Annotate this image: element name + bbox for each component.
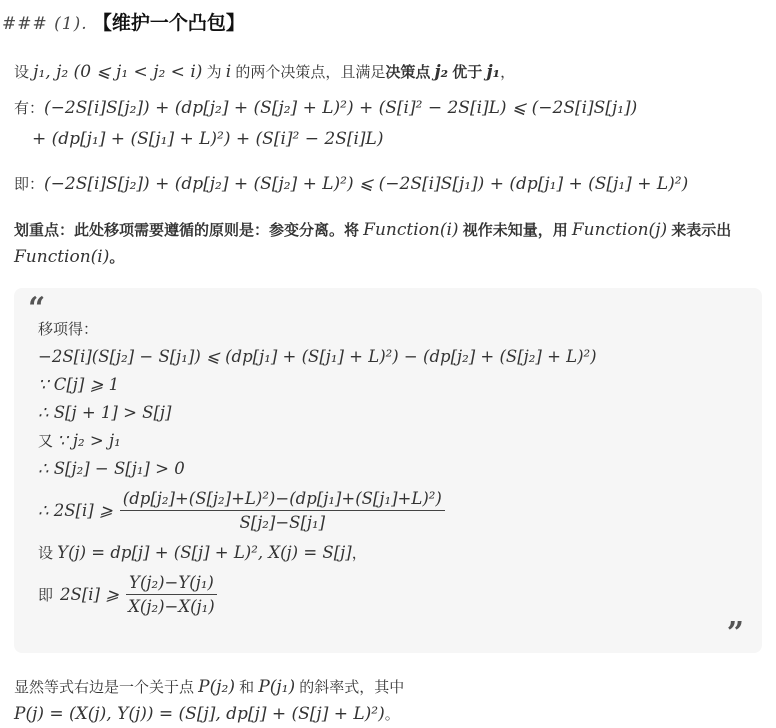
math-expression: ∴ S[j + 1] > S[j] (38, 403, 172, 422)
formula-block-2 (14, 169, 762, 200)
math-expression: ∴ S[j₂] − S[j₁] > 0 (38, 459, 185, 478)
section-heading (2, 8, 762, 35)
formula-line (14, 93, 762, 124)
bold-text-segment: 来表示出 (667, 222, 732, 239)
fraction (120, 488, 445, 534)
quote-line (38, 316, 738, 343)
math-expression: P(j) = (X(j), Y(j)) = (S[j], dp[j] + (S[j] + L)²) (14, 703, 385, 724)
fraction-numerator: Y(j₂)−Y(j₁) (126, 572, 217, 595)
bold-text-segment: 划重点：此处移项需要遵循的原则是：参变分离。将 (14, 222, 364, 239)
bold-math-segment: j₂ (434, 62, 449, 82)
fraction-numerator: (dp[j₂]+(S[j₂]+L)²)−(dp[j₁]+(S[j₁]+L)²) (120, 488, 445, 511)
formula-line (14, 124, 762, 155)
open-quote-icon: “ (28, 291, 46, 326)
bold-text-segment: 视作未知量，用 (458, 222, 572, 239)
math-segment: j₁, j₂ (0 ⩽ j₁ < j₂ < i) (33, 62, 203, 82)
quote-line (38, 539, 738, 567)
text-segment: 显然等式右边是一个关于点 (14, 678, 199, 696)
fraction (126, 572, 217, 618)
text-segment: 的斜率式，其中 (295, 678, 405, 696)
math-expression: (−2S[i]S[j₂]) + (dp[j₂] + (S[j₂] + L)²) + (S[i]² − 2S[i]L) ⩽ (−2S[i]S[j₁]) (44, 98, 638, 118)
text-segment: 又 (38, 433, 58, 450)
quote-line (38, 427, 738, 455)
math-expression: 2S[i] ⩾ (60, 585, 120, 605)
text-segment: 设 (14, 64, 34, 81)
formula-label: 即： (14, 176, 45, 193)
heading-title: 【维护一个凸包】 (92, 13, 245, 34)
text-segment: 移项得： (38, 321, 99, 338)
quote-line (38, 455, 738, 483)
math-segment: Function(i) (14, 247, 110, 267)
math-expression: ∴ 2S[i] ⩾ (38, 501, 113, 521)
formula-label: 有： (14, 100, 45, 117)
math-segment: P(j₁) (258, 676, 296, 697)
text-segment: 的两个决策点，且满足 (231, 64, 386, 81)
math-segment: Function(i) (363, 220, 459, 240)
text-segment: 。 (384, 705, 400, 723)
text-segment: 设 (38, 544, 58, 562)
quote-line (38, 399, 738, 427)
bold-text-segment: 决策点 (385, 64, 435, 81)
fraction-denominator: X(j₂)−X(j₁) (128, 597, 215, 617)
bold-math-segment: j₁ (486, 62, 501, 82)
text-segment: 即 (38, 587, 54, 605)
math-segment: i (225, 62, 232, 82)
math-expression: ∵ j₂ > j₁ (57, 431, 121, 450)
bold-text-segment: 。 (109, 249, 125, 266)
derivation-blockquote (14, 288, 762, 653)
math-expression: ∵ C[j] ⩾ 1 (38, 375, 120, 394)
keypoint-paragraph (14, 217, 762, 271)
fraction-denominator: S[j₂]−S[j₁] (239, 513, 326, 533)
math-segment: P(j₂) (198, 676, 235, 697)
text-segment: 为 (202, 64, 226, 81)
text-segment: 和 (234, 678, 259, 696)
bold-text-segment: 优于 (448, 64, 487, 81)
text-segment: ， (351, 544, 367, 562)
close-quote-icon: ” (726, 615, 744, 651)
formula-block-1 (14, 93, 762, 155)
formula-line (14, 169, 762, 200)
math-expression: + (dp[j₁] + (S[j₁] + L)²) + (S[i]² − 2S[i]L) (32, 129, 384, 149)
math-expression: −2S[i](S[j₂] − S[j₁]) ⩽ (dp[j₁] + (S[j₁] + L)²) − (dp[j₂] + (S[j₂] + L)²) (38, 347, 597, 366)
quote-line (38, 343, 738, 371)
quote-line (38, 488, 738, 534)
math-expression: Y(j) = dp[j] + (S[j] + L)², X(j) = S[j] (57, 542, 352, 562)
text-segment: ， (500, 64, 516, 81)
quote-line (38, 371, 738, 399)
conclusion-paragraph (14, 674, 762, 728)
heading-hash-prefix: ### (1). (2, 14, 88, 34)
quote-line (38, 572, 738, 618)
math-segment: Function(j) (571, 220, 668, 240)
math-expression: (−2S[i]S[j₂]) + (dp[j₂] + (S[j₂] + L)²) ⩽ (−2S[i]S[j₁]) + (dp[j₁] + (S[j₁] + L)²) (44, 174, 689, 194)
intro-paragraph (14, 60, 762, 85)
